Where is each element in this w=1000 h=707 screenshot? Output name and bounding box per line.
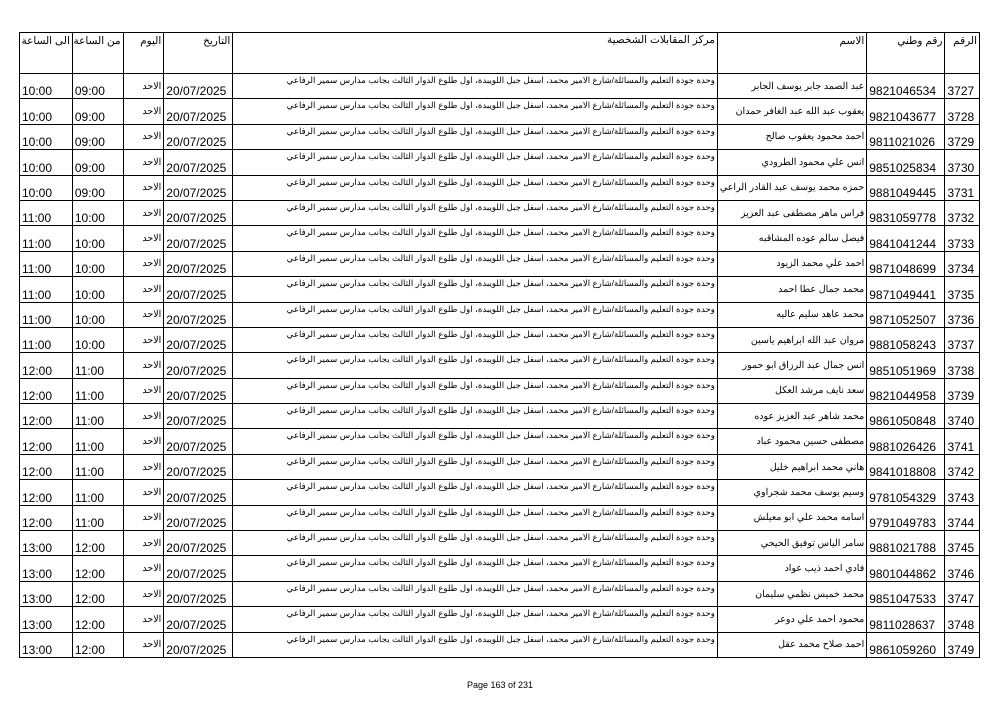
cell-to: 11:00 bbox=[20, 327, 73, 352]
cell-day: الاحد bbox=[123, 429, 164, 454]
cell-num: 3737 bbox=[945, 327, 980, 352]
header-to: الى الساعة bbox=[20, 33, 73, 74]
cell-num: 3731 bbox=[945, 175, 980, 200]
cell-day: الاحد bbox=[123, 378, 164, 403]
cell-date: 20/07/2025 bbox=[164, 581, 233, 606]
table-row bbox=[20, 353, 980, 378]
cell-date: 20/07/2025 bbox=[164, 200, 233, 225]
cell-to: 11:00 bbox=[20, 277, 73, 302]
cell-num: 3733 bbox=[945, 226, 980, 251]
cell-date: 20/07/2025 bbox=[164, 556, 233, 581]
cell-to: 13:00 bbox=[20, 632, 73, 657]
table-row bbox=[20, 632, 980, 657]
cell-day: الاحد bbox=[123, 404, 164, 429]
cell-day: الاحد bbox=[123, 99, 164, 124]
cell-date: 20/07/2025 bbox=[164, 607, 233, 632]
table-row bbox=[20, 454, 980, 479]
cell-national-id: 9811028637 bbox=[867, 607, 945, 632]
cell-center: وحدة جودة التعليم والمسائلة/شارع الامير محمد، اسفل جبل اللويبدة، اول طلوع الدوار الثالث بجانب مدارس سمير الرفاعي bbox=[233, 200, 718, 225]
cell-center: وحدة جودة التعليم والمسائلة/شارع الامير محمد، اسفل جبل اللويبدة، اول طلوع الدوار الثالث بجانب مدارس سمير الرفاعي bbox=[233, 480, 718, 505]
cell-from: 10:00 bbox=[72, 302, 123, 327]
cell-national-id: 9791049783 bbox=[867, 505, 945, 530]
header-center: مركز المقابلات الشخصية bbox=[233, 33, 718, 74]
cell-num: 3740 bbox=[945, 404, 980, 429]
cell-center: وحدة جودة التعليم والمسائلة/شارع الامير محمد، اسفل جبل اللويبدة، اول طلوع الدوار الثالث بجانب مدارس سمير الرفاعي bbox=[233, 505, 718, 530]
cell-national-id: 9871048699 bbox=[867, 251, 945, 276]
cell-center: وحدة جودة التعليم والمسائلة/شارع الامير محمد، اسفل جبل اللويبدة، اول طلوع الدوار الثالث بجانب مدارس سمير الرفاعي bbox=[233, 99, 718, 124]
cell-to: 10:00 bbox=[20, 175, 73, 200]
table-row bbox=[20, 124, 980, 149]
cell-center: وحدة جودة التعليم والمسائلة/شارع الامير محمد، اسفل جبل اللويبدة، اول طلوع الدوار الثالث بجانب مدارس سمير الرفاعي bbox=[233, 251, 718, 276]
header-day: اليوم bbox=[123, 33, 164, 74]
cell-center: وحدة جودة التعليم والمسائلة/شارع الامير محمد، اسفل جبل اللويبدة، اول طلوع الدوار الثالث بجانب مدارس سمير الرفاعي bbox=[233, 556, 718, 581]
cell-center: وحدة جودة التعليم والمسائلة/شارع الامير محمد، اسفل جبل اللويبدة، اول طلوع الدوار الثالث بجانب مدارس سمير الرفاعي bbox=[233, 150, 718, 175]
cell-center: وحدة جودة التعليم والمسائلة/شارع الامير محمد، اسفل جبل اللويبدة، اول طلوع الدوار الثالث بجانب مدارس سمير الرفاعي bbox=[233, 124, 718, 149]
table-row bbox=[20, 150, 980, 175]
cell-center: وحدة جودة التعليم والمسائلة/شارع الامير محمد، اسفل جبل اللويبدة، اول طلوع الدوار الثالث بجانب مدارس سمير الرفاعي bbox=[233, 607, 718, 632]
table-row bbox=[20, 302, 980, 327]
cell-num: 3748 bbox=[945, 607, 980, 632]
table-row bbox=[20, 74, 980, 99]
cell-to: 12:00 bbox=[20, 404, 73, 429]
cell-name: احمد صلاح محمد عقل bbox=[717, 632, 866, 657]
cell-date: 20/07/2025 bbox=[164, 150, 233, 175]
cell-from: 10:00 bbox=[72, 277, 123, 302]
cell-from: 11:00 bbox=[72, 454, 123, 479]
cell-national-id: 9801044862 bbox=[867, 556, 945, 581]
cell-date: 20/07/2025 bbox=[164, 277, 233, 302]
cell-name: حمزه محمد يوسف عبد القادر الراعي bbox=[717, 175, 866, 200]
cell-day: الاحد bbox=[123, 505, 164, 530]
cell-num: 3728 bbox=[945, 99, 980, 124]
cell-national-id: 9841041244 bbox=[867, 226, 945, 251]
cell-from: 12:00 bbox=[72, 632, 123, 657]
cell-name: وسيم يوسف محمد شجراوي bbox=[717, 480, 866, 505]
cell-day: الاحد bbox=[123, 226, 164, 251]
cell-name: مروان عبد الله ابراهيم ياسين bbox=[717, 327, 866, 352]
cell-national-id: 9871049441 bbox=[867, 277, 945, 302]
cell-from: 10:00 bbox=[72, 251, 123, 276]
cell-num: 3741 bbox=[945, 429, 980, 454]
cell-from: 10:00 bbox=[72, 226, 123, 251]
cell-num: 3746 bbox=[945, 556, 980, 581]
cell-center: وحدة جودة التعليم والمسائلة/شارع الامير محمد، اسفل جبل اللويبدة، اول طلوع الدوار الثالث بجانب مدارس سمير الرفاعي bbox=[233, 327, 718, 352]
table-row bbox=[20, 404, 980, 429]
cell-to: 11:00 bbox=[20, 302, 73, 327]
cell-national-id: 9851047533 bbox=[867, 581, 945, 606]
cell-day: الاحد bbox=[123, 607, 164, 632]
cell-num: 3734 bbox=[945, 251, 980, 276]
cell-name: احمد علي محمد الزيود bbox=[717, 251, 866, 276]
table-row bbox=[20, 200, 980, 225]
cell-center: وحدة جودة التعليم والمسائلة/شارع الامير محمد، اسفل جبل اللويبدة، اول طلوع الدوار الثالث بجانب مدارس سمير الرفاعي bbox=[233, 632, 718, 657]
header-row bbox=[20, 33, 980, 74]
table-row bbox=[20, 99, 980, 124]
cell-center: وحدة جودة التعليم والمسائلة/شارع الامير محمد، اسفل جبل اللويبدة، اول طلوع الدوار الثالث بجانب مدارس سمير الرفاعي bbox=[233, 581, 718, 606]
cell-num: 3736 bbox=[945, 302, 980, 327]
cell-national-id: 9851025834 bbox=[867, 150, 945, 175]
table-row bbox=[20, 531, 980, 556]
cell-to: 10:00 bbox=[20, 150, 73, 175]
cell-from: 09:00 bbox=[72, 150, 123, 175]
cell-to: 10:00 bbox=[20, 99, 73, 124]
cell-num: 3749 bbox=[945, 632, 980, 657]
cell-from: 11:00 bbox=[72, 505, 123, 530]
cell-from: 11:00 bbox=[72, 378, 123, 403]
cell-day: الاحد bbox=[123, 150, 164, 175]
cell-num: 3732 bbox=[945, 200, 980, 225]
cell-name: احمد محمود يعقوب صالح bbox=[717, 124, 866, 149]
cell-day: الاحد bbox=[123, 200, 164, 225]
cell-center: وحدة جودة التعليم والمسائلة/شارع الامير محمد، اسفل جبل اللويبدة، اول طلوع الدوار الثالث بجانب مدارس سمير الرفاعي bbox=[233, 404, 718, 429]
cell-from: 10:00 bbox=[72, 327, 123, 352]
cell-national-id: 9861050848 bbox=[867, 404, 945, 429]
cell-day: الاحد bbox=[123, 581, 164, 606]
cell-name: محمد خميس نظمي سليمان bbox=[717, 581, 866, 606]
cell-national-id: 9881026426 bbox=[867, 429, 945, 454]
cell-day: الاحد bbox=[123, 327, 164, 352]
cell-to: 11:00 bbox=[20, 251, 73, 276]
header-from: من الساعة bbox=[72, 33, 123, 74]
cell-to: 11:00 bbox=[20, 226, 73, 251]
cell-day: الاحد bbox=[123, 124, 164, 149]
cell-national-id: 9841018808 bbox=[867, 454, 945, 479]
page-footer: Page 163 of 231 bbox=[466, 680, 534, 690]
cell-date: 20/07/2025 bbox=[164, 302, 233, 327]
cell-center: وحدة جودة التعليم والمسائلة/شارع الامير محمد، اسفل جبل اللويبدة، اول طلوع الدوار الثالث بجانب مدارس سمير الرفاعي bbox=[233, 302, 718, 327]
cell-date: 20/07/2025 bbox=[164, 378, 233, 403]
table-row bbox=[20, 429, 980, 454]
cell-to: 12:00 bbox=[20, 353, 73, 378]
cell-date: 20/07/2025 bbox=[164, 99, 233, 124]
cell-to: 12:00 bbox=[20, 505, 73, 530]
cell-day: الاحد bbox=[123, 175, 164, 200]
cell-center: وحدة جودة التعليم والمسائلة/شارع الامير محمد، اسفل جبل اللويبدة، اول طلوع الدوار الثالث بجانب مدارس سمير الرفاعي bbox=[233, 378, 718, 403]
cell-to: 12:00 bbox=[20, 378, 73, 403]
cell-national-id: 9871052507 bbox=[867, 302, 945, 327]
table-header bbox=[20, 33, 980, 74]
cell-date: 20/07/2025 bbox=[164, 404, 233, 429]
cell-center: وحدة جودة التعليم والمسائلة/شارع الامير محمد، اسفل جبل اللويبدة، اول طلوع الدوار الثالث بجانب مدارس سمير الرفاعي bbox=[233, 277, 718, 302]
cell-day: الاحد bbox=[123, 480, 164, 505]
cell-national-id: 9851051969 bbox=[867, 353, 945, 378]
table-row bbox=[20, 607, 980, 632]
cell-from: 11:00 bbox=[72, 353, 123, 378]
table-row bbox=[20, 251, 980, 276]
cell-num: 3730 bbox=[945, 150, 980, 175]
cell-from: 11:00 bbox=[72, 480, 123, 505]
cell-day: الاحد bbox=[123, 454, 164, 479]
table-row bbox=[20, 505, 980, 530]
cell-national-id: 9881021788 bbox=[867, 531, 945, 556]
cell-center: وحدة جودة التعليم والمسائلة/شارع الامير محمد، اسفل جبل اللويبدة، اول طلوع الدوار الثالث بجانب مدارس سمير الرفاعي bbox=[233, 175, 718, 200]
cell-from: 09:00 bbox=[72, 99, 123, 124]
cell-center: وحدة جودة التعليم والمسائلة/شارع الامير محمد، اسفل جبل اللويبدة، اول طلوع الدوار الثالث بجانب مدارس سمير الرفاعي bbox=[233, 353, 718, 378]
cell-from: 12:00 bbox=[72, 531, 123, 556]
table-row bbox=[20, 277, 980, 302]
cell-to: 11:00 bbox=[20, 200, 73, 225]
cell-date: 20/07/2025 bbox=[164, 454, 233, 479]
cell-date: 20/07/2025 bbox=[164, 327, 233, 352]
cell-num: 3743 bbox=[945, 480, 980, 505]
table-row bbox=[20, 175, 980, 200]
cell-date: 20/07/2025 bbox=[164, 74, 233, 99]
table-row bbox=[20, 581, 980, 606]
header-national-id: رقم وطني bbox=[867, 33, 945, 74]
cell-from: 10:00 bbox=[72, 200, 123, 225]
cell-num: 3745 bbox=[945, 531, 980, 556]
cell-num: 3742 bbox=[945, 454, 980, 479]
cell-day: الاحد bbox=[123, 353, 164, 378]
cell-national-id: 9881049445 bbox=[867, 175, 945, 200]
cell-num: 3747 bbox=[945, 581, 980, 606]
cell-name: مصطفى حسين محمود عباد bbox=[717, 429, 866, 454]
cell-num: 3738 bbox=[945, 353, 980, 378]
cell-num: 3735 bbox=[945, 277, 980, 302]
cell-from: 09:00 bbox=[72, 175, 123, 200]
cell-num: 3729 bbox=[945, 124, 980, 149]
header-name: الاسم bbox=[717, 33, 866, 74]
cell-name: انس علي محمود الطرودي bbox=[717, 150, 866, 175]
cell-name: سعد نايف مرشد العكل bbox=[717, 378, 866, 403]
cell-date: 20/07/2025 bbox=[164, 429, 233, 454]
cell-name: سامر الياس توفيق الحيحي bbox=[717, 531, 866, 556]
cell-date: 20/07/2025 bbox=[164, 175, 233, 200]
cell-center: وحدة جودة التعليم والمسائلة/شارع الامير محمد، اسفل جبل اللويبدة، اول طلوع الدوار الثالث بجانب مدارس سمير الرفاعي bbox=[233, 454, 718, 479]
cell-national-id: 9861059260 bbox=[867, 632, 945, 657]
cell-name: فراس ماهر مصطفى عبد العزيز bbox=[717, 200, 866, 225]
cell-to: 12:00 bbox=[20, 429, 73, 454]
cell-name: عبد الصمد جابر يوسف الجابر bbox=[717, 74, 866, 99]
cell-from: 12:00 bbox=[72, 607, 123, 632]
cell-to: 12:00 bbox=[20, 454, 73, 479]
table-body bbox=[20, 74, 980, 658]
cell-name: محمد عاهد سليم عاليه bbox=[717, 302, 866, 327]
cell-num: 3739 bbox=[945, 378, 980, 403]
cell-date: 20/07/2025 bbox=[164, 124, 233, 149]
cell-to: 10:00 bbox=[20, 74, 73, 99]
cell-day: الاحد bbox=[123, 302, 164, 327]
cell-to: 10:00 bbox=[20, 124, 73, 149]
cell-name: فيصل سالم عوده المشاقبه bbox=[717, 226, 866, 251]
cell-name: يعقوب عبد الله عبد الغافر حمدان bbox=[717, 99, 866, 124]
table-row bbox=[20, 226, 980, 251]
cell-national-id: 9781054329 bbox=[867, 480, 945, 505]
cell-day: الاحد bbox=[123, 632, 164, 657]
cell-name: محمد شاهر عبد العزيز عوده bbox=[717, 404, 866, 429]
cell-to: 13:00 bbox=[20, 531, 73, 556]
cell-national-id: 9881058243 bbox=[867, 327, 945, 352]
cell-date: 20/07/2025 bbox=[164, 531, 233, 556]
cell-day: الاحد bbox=[123, 74, 164, 99]
cell-from: 12:00 bbox=[72, 556, 123, 581]
cell-date: 20/07/2025 bbox=[164, 226, 233, 251]
cell-national-id: 9821044958 bbox=[867, 378, 945, 403]
header-num: الرقم bbox=[945, 33, 980, 74]
schedule-table bbox=[19, 32, 980, 658]
cell-to: 12:00 bbox=[20, 480, 73, 505]
cell-national-id: 9821043677 bbox=[867, 99, 945, 124]
cell-date: 20/07/2025 bbox=[164, 480, 233, 505]
cell-center: وحدة جودة التعليم والمسائلة/شارع الامير محمد، اسفل جبل اللويبدة، اول طلوع الدوار الثالث بجانب مدارس سمير الرفاعي bbox=[233, 226, 718, 251]
cell-to: 13:00 bbox=[20, 556, 73, 581]
cell-from: 09:00 bbox=[72, 74, 123, 99]
cell-date: 20/07/2025 bbox=[164, 505, 233, 530]
cell-from: 11:00 bbox=[72, 404, 123, 429]
cell-date: 20/07/2025 bbox=[164, 251, 233, 276]
cell-from: 12:00 bbox=[72, 581, 123, 606]
table-row bbox=[20, 327, 980, 352]
cell-day: الاحد bbox=[123, 277, 164, 302]
table-row bbox=[20, 556, 980, 581]
cell-center: وحدة جودة التعليم والمسائلة/شارع الامير محمد، اسفل جبل اللويبدة، اول طلوع الدوار الثالث بجانب مدارس سمير الرفاعي bbox=[233, 429, 718, 454]
cell-national-id: 9831059778 bbox=[867, 200, 945, 225]
cell-to: 13:00 bbox=[20, 607, 73, 632]
cell-date: 20/07/2025 bbox=[164, 353, 233, 378]
cell-date: 20/07/2025 bbox=[164, 632, 233, 657]
cell-day: الاحد bbox=[123, 531, 164, 556]
cell-day: الاحد bbox=[123, 556, 164, 581]
cell-center: وحدة جودة التعليم والمسائلة/شارع الامير محمد، اسفل جبل اللويبدة، اول طلوع الدوار الثالث بجانب مدارس سمير الرفاعي bbox=[233, 531, 718, 556]
cell-name: انس جمال عبد الرزاق ابو حمور bbox=[717, 353, 866, 378]
table-row bbox=[20, 480, 980, 505]
cell-center: وحدة جودة التعليم والمسائلة/شارع الامير محمد، اسفل جبل اللويبدة، اول طلوع الدوار الثالث بجانب مدارس سمير الرفاعي bbox=[233, 74, 718, 99]
cell-name: اسامه محمد علي ابو معيلش bbox=[717, 505, 866, 530]
cell-name: فادي احمد ذيب عواد bbox=[717, 556, 866, 581]
cell-name: محمود احمد علي دوعر bbox=[717, 607, 866, 632]
cell-from: 09:00 bbox=[72, 124, 123, 149]
cell-national-id: 9811021026 bbox=[867, 124, 945, 149]
cell-from: 11:00 bbox=[72, 429, 123, 454]
cell-name: محمد جمال عطا احمد bbox=[717, 277, 866, 302]
cell-national-id: 9821046534 bbox=[867, 74, 945, 99]
cell-num: 3744 bbox=[945, 505, 980, 530]
cell-day: الاحد bbox=[123, 251, 164, 276]
table-row bbox=[20, 378, 980, 403]
header-date: التاريخ bbox=[164, 33, 233, 74]
cell-num: 3727 bbox=[945, 74, 980, 99]
cell-name: هاني محمد ابراهيم خليل bbox=[717, 454, 866, 479]
cell-to: 13:00 bbox=[20, 581, 73, 606]
